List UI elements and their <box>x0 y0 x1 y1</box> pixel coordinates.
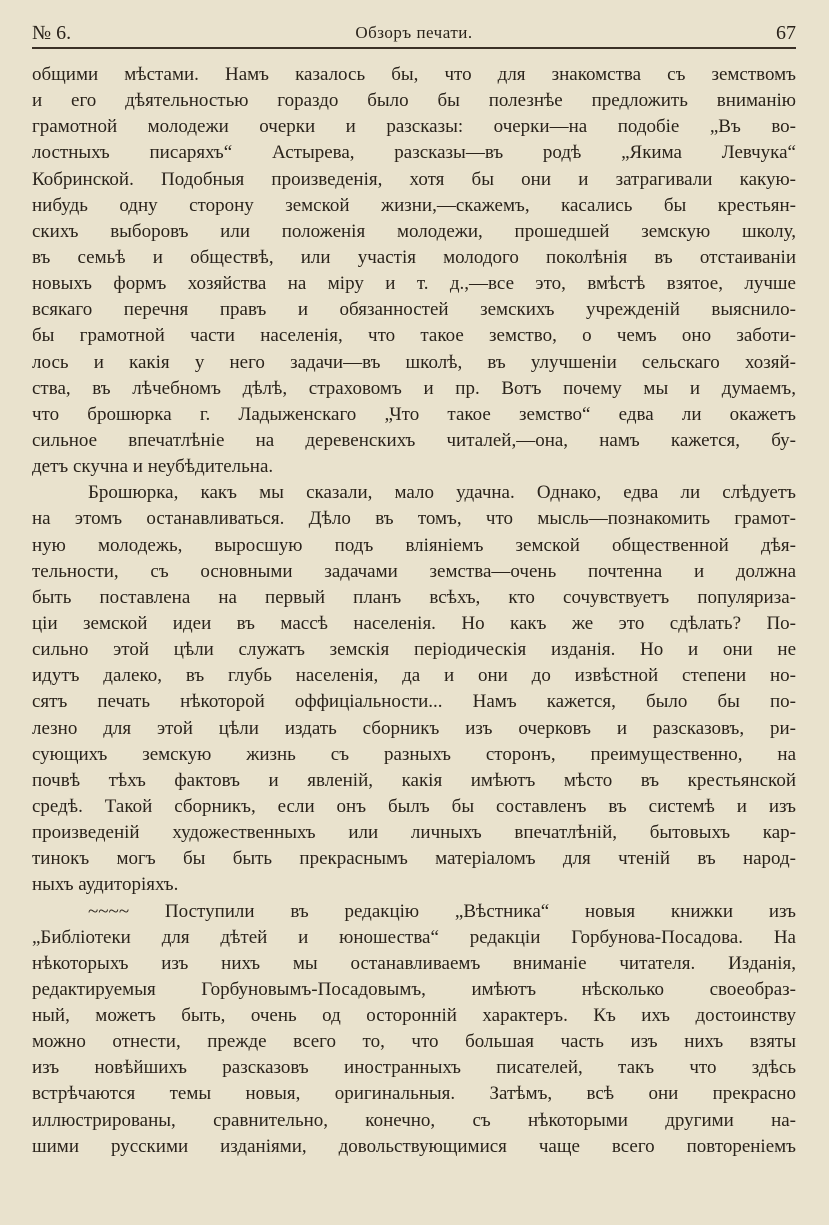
text-line: изъ новѣйшихъ разсказовъ иностранныхъ писателей, такъ что здѣсь <box>32 1057 796 1079</box>
text-line: въ семьѣ и обществѣ, или участія молодого поколѣнія въ отстаиваніи <box>32 246 796 268</box>
text-line: сильно этой цѣли служатъ земскія періодическія изданія. Но и они не <box>32 639 796 661</box>
text-line: ціи земской идеи въ массѣ населенія. Но какъ же это сдѣлать? По- <box>32 612 796 634</box>
text-line: „Библіотеки для дѣтей и юношества“ редакціи Горбунова-Посадова. На <box>32 926 796 948</box>
text-line: иллюстрированы, сравнительно, конечно, съ нѣкоторыми другими на- <box>32 1109 796 1131</box>
text-line: и его дѣятельностью гораздо было бы полезнѣе предложить вниманію <box>32 90 796 112</box>
text-line: почвѣ тѣхъ фактовъ и явленій, какія имѣютъ мѣсто въ крестьянской <box>32 769 796 791</box>
text-line: новыхъ формъ хозяйства на міру и т. д.,—все это, вмѣстѣ взятое, лучше <box>32 273 796 295</box>
page-number: 67 <box>776 22 796 44</box>
text-line: можно отнести, прежде всего то, что большая часть изъ нихъ взяты <box>32 1031 796 1053</box>
text-line: встрѣчаются темы новыя, оригинальныя. Затѣмъ, всѣ они прекрасно <box>32 1083 796 1105</box>
header-rule <box>32 47 796 49</box>
text-line: шими русскими изданіями, довольствующимися чаще всего повтореніемъ <box>32 1135 796 1157</box>
text-line: сятъ печать нѣкоторой оффиціальности... Намъ кажется, было бы по- <box>32 691 796 713</box>
text-line: ства, въ лѣчебномъ дѣлѣ, страховомъ и пр. Вотъ почему мы и думаемъ, <box>32 377 796 399</box>
text-line: Кобринской. Подобныя произведенія, хотя бы они и затрагивали какую- <box>32 168 796 190</box>
text-line: лось и какія у него задачи—въ школѣ, въ улучшеніи сельскаго хозяй- <box>32 351 796 373</box>
text-body <box>32 62 796 1160</box>
text-line: лостныхъ писаряхъ“ Астырева, разсказы—въ родѣ „Якима Левчука“ <box>32 142 796 164</box>
text-line: что брошюрка г. Ладыженскаго „Что такое земство“ едва ли окажетъ <box>32 403 796 425</box>
text-line: сильное впечатлѣніе на деревенскихъ читалей,—она, намъ кажется, бу- <box>32 429 796 451</box>
text-line: ную молодежь, выросшую подъ вліяніемъ земской общественной дѣя- <box>32 534 796 556</box>
text-line: нибудь одну сторону земской жизни,—скажемъ, касались бы крестьян- <box>32 194 796 216</box>
text-line: общими мѣстами. Намъ казалось бы, что для знакомства съ земствомъ <box>32 64 796 85</box>
text-line: нѣкоторыхъ изъ нихъ мы останавливаемъ вниманіе читателя. Изданія, <box>32 952 796 974</box>
text-line: бы грамотной части населенія, что такое земство, о чемъ оно заботи- <box>32 325 796 347</box>
paragraph-end-line: детъ скучна и неубѣдительна. <box>32 456 274 478</box>
text-line: тинокъ могъ бы быть прекраснымъ матеріаломъ для чтеній въ народ- <box>32 848 796 870</box>
paragraph-start-line: Брошюрка, какъ мы сказали, мало удачна. Однако, едва ли слѣдуетъ <box>88 482 796 504</box>
text-line: грамотной молодежи очерки и разсказы: очерки—на подобіе „Въ во- <box>32 116 796 138</box>
running-title: Обзоръ печати. <box>355 23 473 42</box>
issue-number: № 6. <box>32 22 72 44</box>
text-line: средѣ. Такой сборникъ, если онъ былъ бы составленъ въ системѣ и изъ <box>32 795 796 817</box>
paragraph-end-line: ныхъ аудиторіяхъ. <box>32 874 179 896</box>
text-line: произведеній художественныхъ или личныхъ впечатлѣній, бытовыхъ кар- <box>32 822 796 844</box>
text-line: лезно для этой цѣли издать сборникъ изъ очерковъ и разсказовъ, ри- <box>32 717 796 739</box>
text-line: всякаго перечня правъ и обязанностей земскихъ учрежденій выяснило- <box>32 299 796 321</box>
text-line: редактируемыя Горбуновымъ-Посадовымъ, имѣютъ нѣсколько своеобраз- <box>32 978 796 1000</box>
text-line: идутъ далеко, въ глубь населенія, да и они до извѣстной степени но- <box>32 665 796 687</box>
text-line: быть поставлена на первый планъ всѣхъ, кто сочувствуетъ популяриза- <box>32 586 796 608</box>
text-line: тельности, съ основными задачами земства—очень почтенна и должна <box>32 560 796 582</box>
paragraph-start-line: ~~~~ Поступили въ редакцію „Вѣстника“ новыя книжки изъ <box>88 900 796 922</box>
text-line: сующихъ земскую жизнь съ разныхъ сторонъ, преимущественно, на <box>32 743 796 765</box>
text-line: скихъ выборовъ или положенія молодежи, прошедшей земскую школу, <box>32 220 796 242</box>
page-header <box>32 20 796 46</box>
text-line: ный, можетъ быть, очень од осторонній характеръ. Къ ихъ достоинству <box>32 1005 796 1027</box>
text-line: на этомъ останавливаться. Дѣло въ томъ, что мысль—познакомить грамот- <box>32 508 796 530</box>
